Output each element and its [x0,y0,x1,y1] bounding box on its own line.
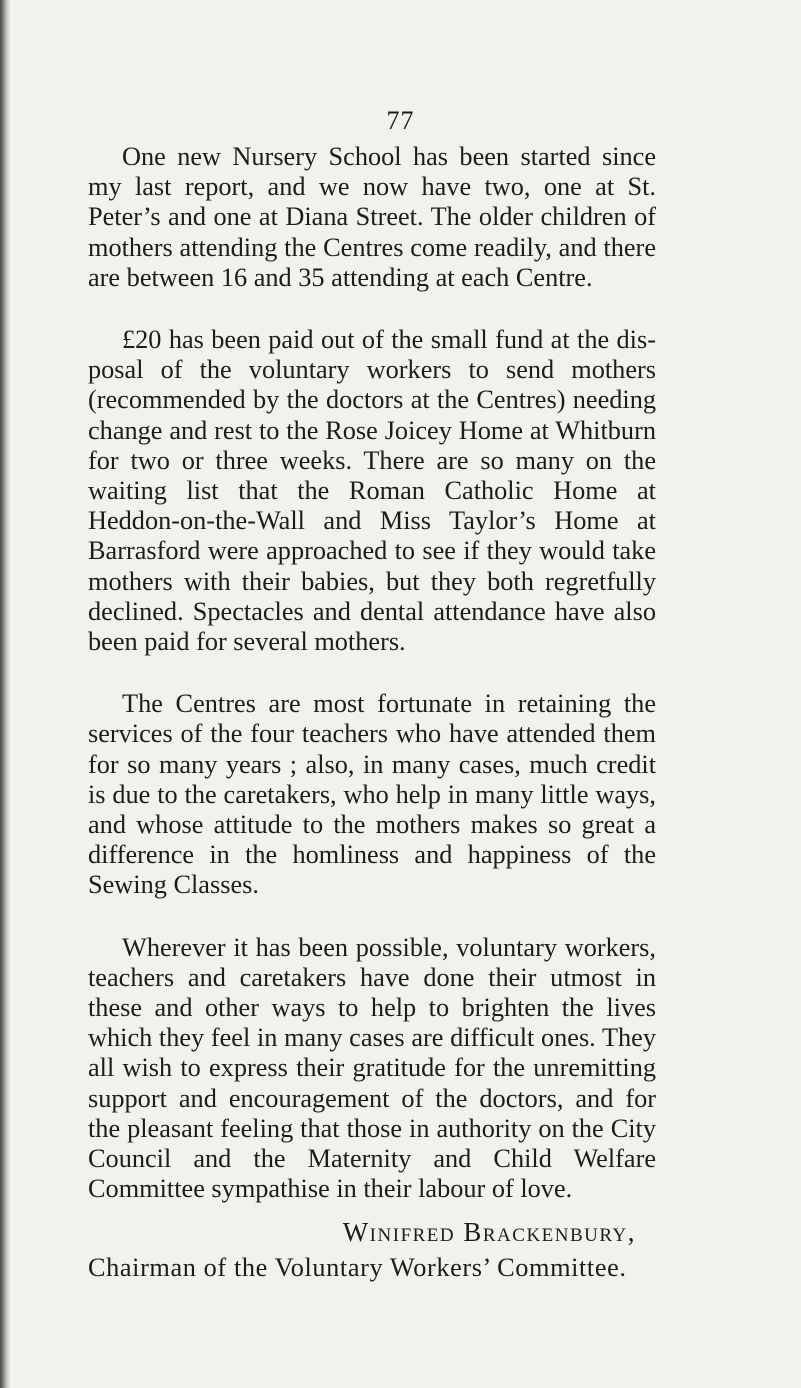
paragraph-teachers-caretakers: The Centres are most fortunate in retaining the services of the four teachers who have attended them for so many years ; also, in many cases, much credit is due to the caretakers, who help in many little ways, and whose attitude to the mothers makes so great a difference in the homliness and happiness of the Sewing Classes. [88,689,656,900]
signatory-title: Chairman of the Voluntary Workers’ Committee. [88,1252,627,1282]
paragraph-fund-payments: £20 has been paid out of the small fund at the disposal of the voluntary workers to send mothers (recommended by the doctors at the Centres) needing change and rest to the Rose Joicey Home at Whitburn for two or three weeks. There are so many on the waiting list that the Roman Catholic Home at Heddon-on-the-Wall and Miss Taylor’s Home at Barrasford were approached to see if they would take mothers with their babies, but they both regretfully declined. Spectacles and dental attendance have also been paid for several mothers. [88,325,656,657]
paragraph-nursery-schools: One new Nursery School has been started since my last report, and we now have two, one at St. Peter’s and one at Diana Street. The older children of mothers attending the Centres come readily, and there are between 16 and 35 attending at each Centre. [88,142,656,292]
signatory-name: Winifred Brackenbury, [342,1216,636,1247]
signature-block [88,1217,656,1283]
page-number: 77 [386,106,415,135]
paragraph-gratitude: Wherever it has been possible, voluntary workers, teachers and caretakers have done their utmost in these and other ways to help to brighten the lives which they feel in many cases are difficult ones. They all wish to express their gratitude for the unremitting support and encouragement of the doctors, and for the pleasant feeling that those in authority on the City Council and the Maternity and Child Welfare Committee sympathise in their labour of love. [88,932,656,1204]
report-text [88,142,656,1283]
page-binding-edge [0,0,10,1388]
